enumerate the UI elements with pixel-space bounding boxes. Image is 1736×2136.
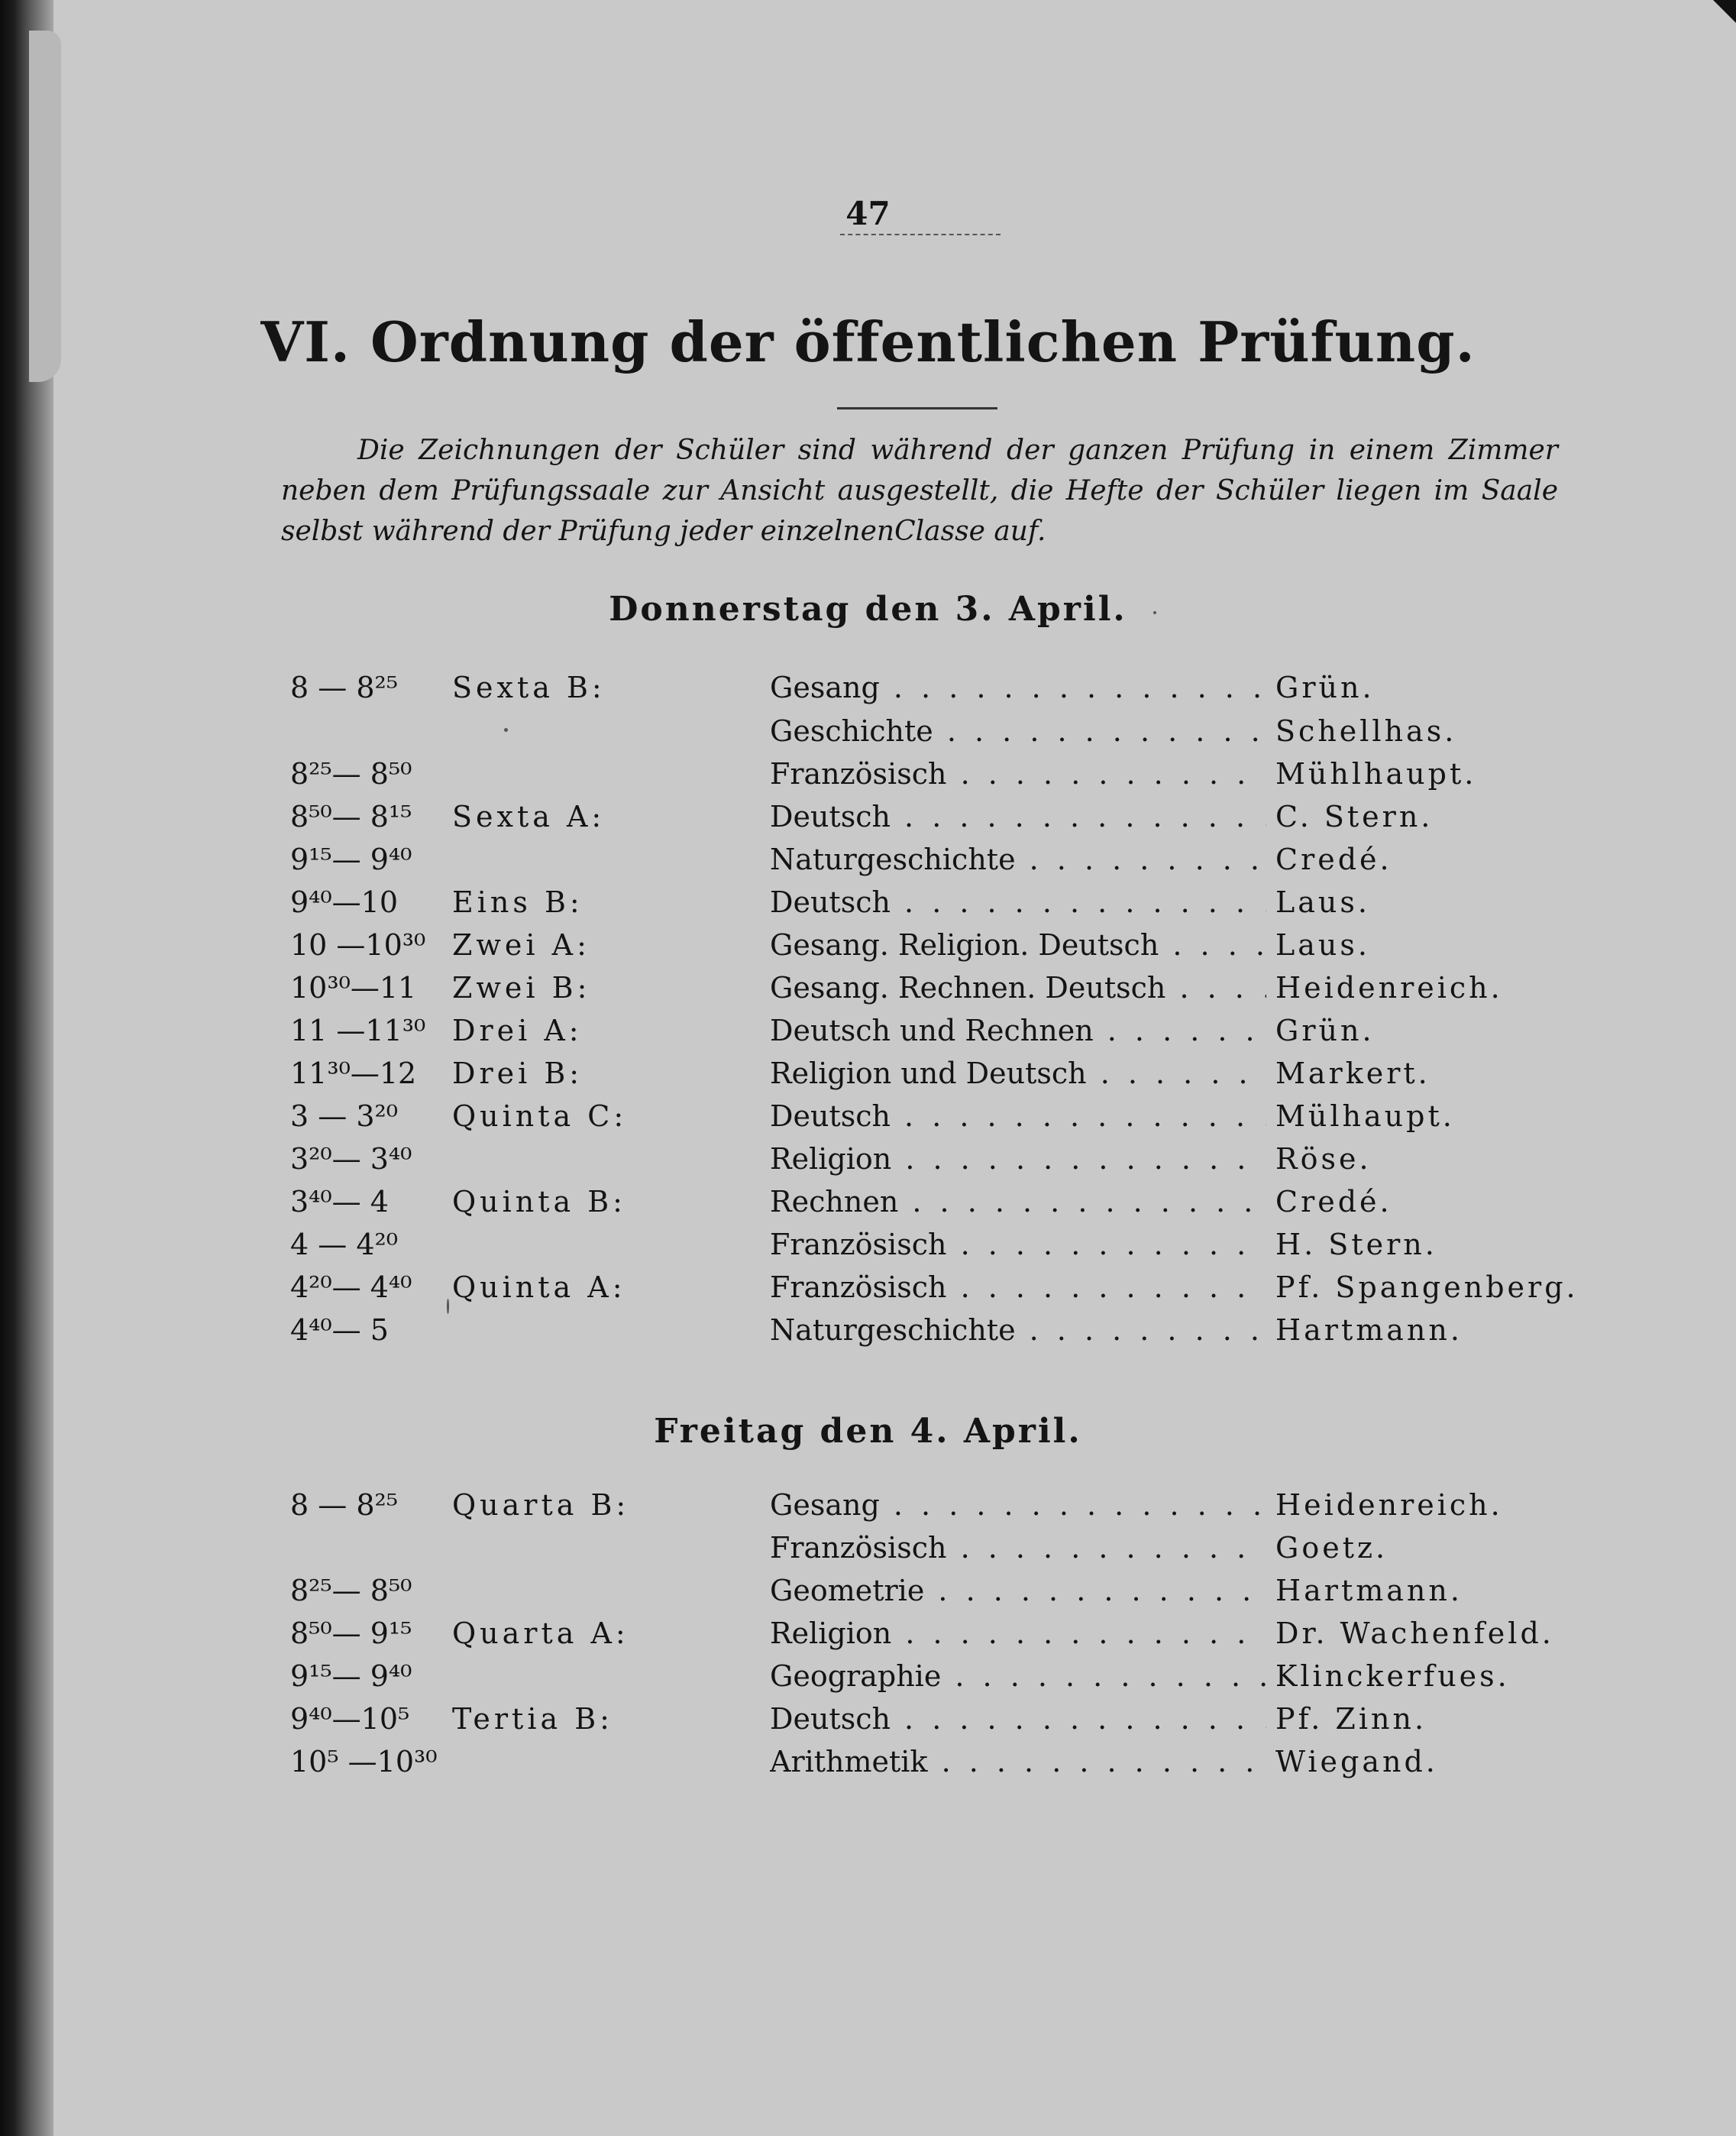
schedule-row [0, 1223, 1736, 1266]
row-teacher: Heidenreich. [1275, 971, 1503, 1005]
row-subject: Geschichte . . . [770, 710, 1266, 752]
row-teacher: Wiegand. [1275, 1745, 1438, 1778]
page-corner [1713, 0, 1736, 23]
row-subject: Naturgeschichte . . . [770, 838, 1266, 881]
row-teacher: Laus. [1275, 885, 1370, 919]
row-teacher: Grün. [1275, 1014, 1375, 1047]
row-time: 10³⁰—11 [290, 971, 417, 1005]
row-teacher: Grün. [1275, 671, 1375, 704]
schedule-row [0, 752, 1736, 795]
row-class: Quarta A: [452, 1617, 629, 1650]
row-class: Quinta A: [452, 1270, 626, 1304]
row-subject: Deutsch . . . [770, 1095, 1266, 1138]
row-subject: Geographie . . . [770, 1655, 1266, 1697]
row-teacher: Credé. [1275, 1185, 1392, 1218]
row-subject: Französisch . . . [770, 1223, 1266, 1266]
schedule-row [0, 1009, 1736, 1052]
schedule-row [0, 838, 1736, 881]
row-teacher: C. Stern. [1275, 800, 1434, 833]
row-subject: Rechnen . . . [770, 1180, 1266, 1223]
intro-paragraph: Die Zeichnungen der Schüler sind während der ganzen Prüfung in einem Zimmer neben dem Prüfungssaale zur Ansicht ausgestellt, die Hefte der Schüler liegen im Saale selbst während der Prüfung jeder einzelnenClasse auf. [281, 435, 1558, 547]
row-time: 9⁴⁰—10⁵ [290, 1702, 410, 1736]
schedule-row [0, 881, 1736, 924]
row-subject: Religion . . . [770, 1138, 1266, 1180]
schedule-row [0, 1526, 1736, 1569]
row-teacher: Hartmann. [1275, 1574, 1463, 1607]
day-heading-friday: Freitag den 4. April. [654, 1412, 1082, 1451]
row-teacher: Goetz. [1275, 1531, 1388, 1565]
row-time: 9⁴⁰—10 [290, 885, 398, 919]
schedule-row [0, 1138, 1736, 1180]
row-subject: Arithmetik . . . [770, 1740, 1266, 1783]
row-time: 4⁴⁰— 5 [290, 1313, 389, 1347]
row-time: 11 —11³⁰ [290, 1014, 426, 1047]
row-subject: Geometrie . . . [770, 1569, 1266, 1612]
page-number-ornament [840, 234, 1001, 240]
row-subject: Französisch . . . [770, 752, 1266, 795]
section-title: VI. Ordnung der öffentlichen Prüfung. [260, 309, 1476, 374]
schedule-row [0, 1309, 1736, 1351]
schedule-row [0, 966, 1736, 1009]
schedule-row [0, 1612, 1736, 1655]
row-teacher: Dr. Wachenfeld. [1275, 1617, 1554, 1650]
row-class: Drei B: [452, 1057, 584, 1090]
row-subject: Gesang . . . [770, 666, 1266, 709]
row-subject: Französisch . . . [770, 1266, 1266, 1309]
row-teacher: Mühlhaupt. [1275, 757, 1477, 791]
row-subject: Deutsch und Rechnen . . . [770, 1009, 1266, 1052]
schedule-row [0, 1266, 1736, 1309]
row-time: 8⁵⁰— 9¹⁵ [290, 1617, 412, 1650]
day-heading-thursday: Donnerstag den 3. April. [609, 590, 1127, 629]
row-class: Eins B: [452, 885, 584, 919]
schedule-row [0, 666, 1736, 709]
paper-speck [504, 728, 508, 732]
row-teacher: Klinckerfues. [1275, 1659, 1510, 1693]
row-class: Quarta B: [452, 1488, 630, 1522]
row-teacher: Heidenreich. [1275, 1488, 1503, 1522]
paper-speck [447, 1299, 449, 1314]
row-subject: Gesang. Rechnen. Deutsch . . . [770, 966, 1266, 1009]
row-subject: Gesang . . . [770, 1484, 1266, 1526]
page-number: 47 [845, 195, 891, 232]
row-time: 8²⁵— 8⁵⁰ [290, 1574, 412, 1607]
row-time: 8 — 8²⁵ [290, 671, 398, 704]
paper-speck [1153, 611, 1156, 614]
row-class: Quinta C: [452, 1099, 628, 1133]
title-rule [837, 407, 997, 409]
row-class: Zwei B: [452, 971, 591, 1005]
schedule-row [0, 795, 1736, 838]
row-time: 8 — 8²⁵ [290, 1488, 398, 1522]
row-time: 8²⁵— 8⁵⁰ [290, 757, 412, 791]
row-time: 11³⁰—12 [290, 1057, 417, 1090]
schedule-row [0, 1484, 1736, 1526]
schedule-row [0, 1095, 1736, 1138]
row-teacher: Laus. [1275, 928, 1370, 962]
schedule-row [0, 1697, 1736, 1740]
row-teacher: Credé. [1275, 843, 1392, 876]
schedule-row [0, 710, 1736, 752]
row-time: 3 — 3²⁰ [290, 1099, 398, 1133]
schedule-row [0, 1569, 1736, 1612]
row-time: 9¹⁵— 9⁴⁰ [290, 843, 412, 876]
row-subject: Naturgeschichte . . . [770, 1309, 1266, 1351]
row-time: 3⁴⁰— 4 [290, 1185, 389, 1218]
row-class: Sexta A: [452, 800, 606, 833]
row-teacher: Markert. [1275, 1057, 1431, 1090]
row-time: 3²⁰— 3⁴⁰ [290, 1142, 412, 1176]
schedule-row [0, 1740, 1736, 1783]
row-time: 9¹⁵— 9⁴⁰ [290, 1659, 412, 1693]
row-time: 10⁵ —10³⁰ [290, 1745, 438, 1778]
row-teacher: Pf. Spangenberg. [1275, 1270, 1579, 1304]
row-subject: Religion . . . [770, 1612, 1266, 1655]
row-subject: Gesang. Religion. Deutsch . . . [770, 924, 1266, 966]
schedule-row [0, 1052, 1736, 1095]
row-time: 4²⁰— 4⁴⁰ [290, 1270, 412, 1304]
schedule-row [0, 924, 1736, 966]
row-subject: Deutsch . . . [770, 795, 1266, 838]
row-teacher: Röse. [1275, 1142, 1372, 1176]
row-subject: Deutsch . . . [770, 881, 1266, 924]
row-class: Quinta B: [452, 1185, 626, 1218]
row-time: 8⁵⁰— 8¹⁵ [290, 800, 412, 833]
row-time: 10 —10³⁰ [290, 928, 426, 962]
row-teacher: Pf. Zinn. [1275, 1702, 1427, 1736]
row-time: 4 — 4²⁰ [290, 1228, 398, 1261]
schedule-row [0, 1180, 1736, 1223]
row-teacher: Hartmann. [1275, 1313, 1463, 1347]
row-subject: Deutsch . . . [770, 1697, 1266, 1740]
row-teacher: Schellhas. [1275, 714, 1457, 748]
row-teacher: H. Stern. [1275, 1228, 1437, 1261]
row-class: Zwei A: [452, 928, 590, 962]
row-class: Tertia B: [452, 1702, 613, 1736]
row-class: Sexta B: [452, 671, 606, 704]
row-subject: Religion und Deutsch . . . [770, 1052, 1266, 1095]
row-class: Drei A: [452, 1014, 583, 1047]
row-teacher: Mülhaupt. [1275, 1099, 1455, 1133]
schedule-row [0, 1655, 1736, 1697]
row-subject: Französisch . . . [770, 1526, 1266, 1569]
